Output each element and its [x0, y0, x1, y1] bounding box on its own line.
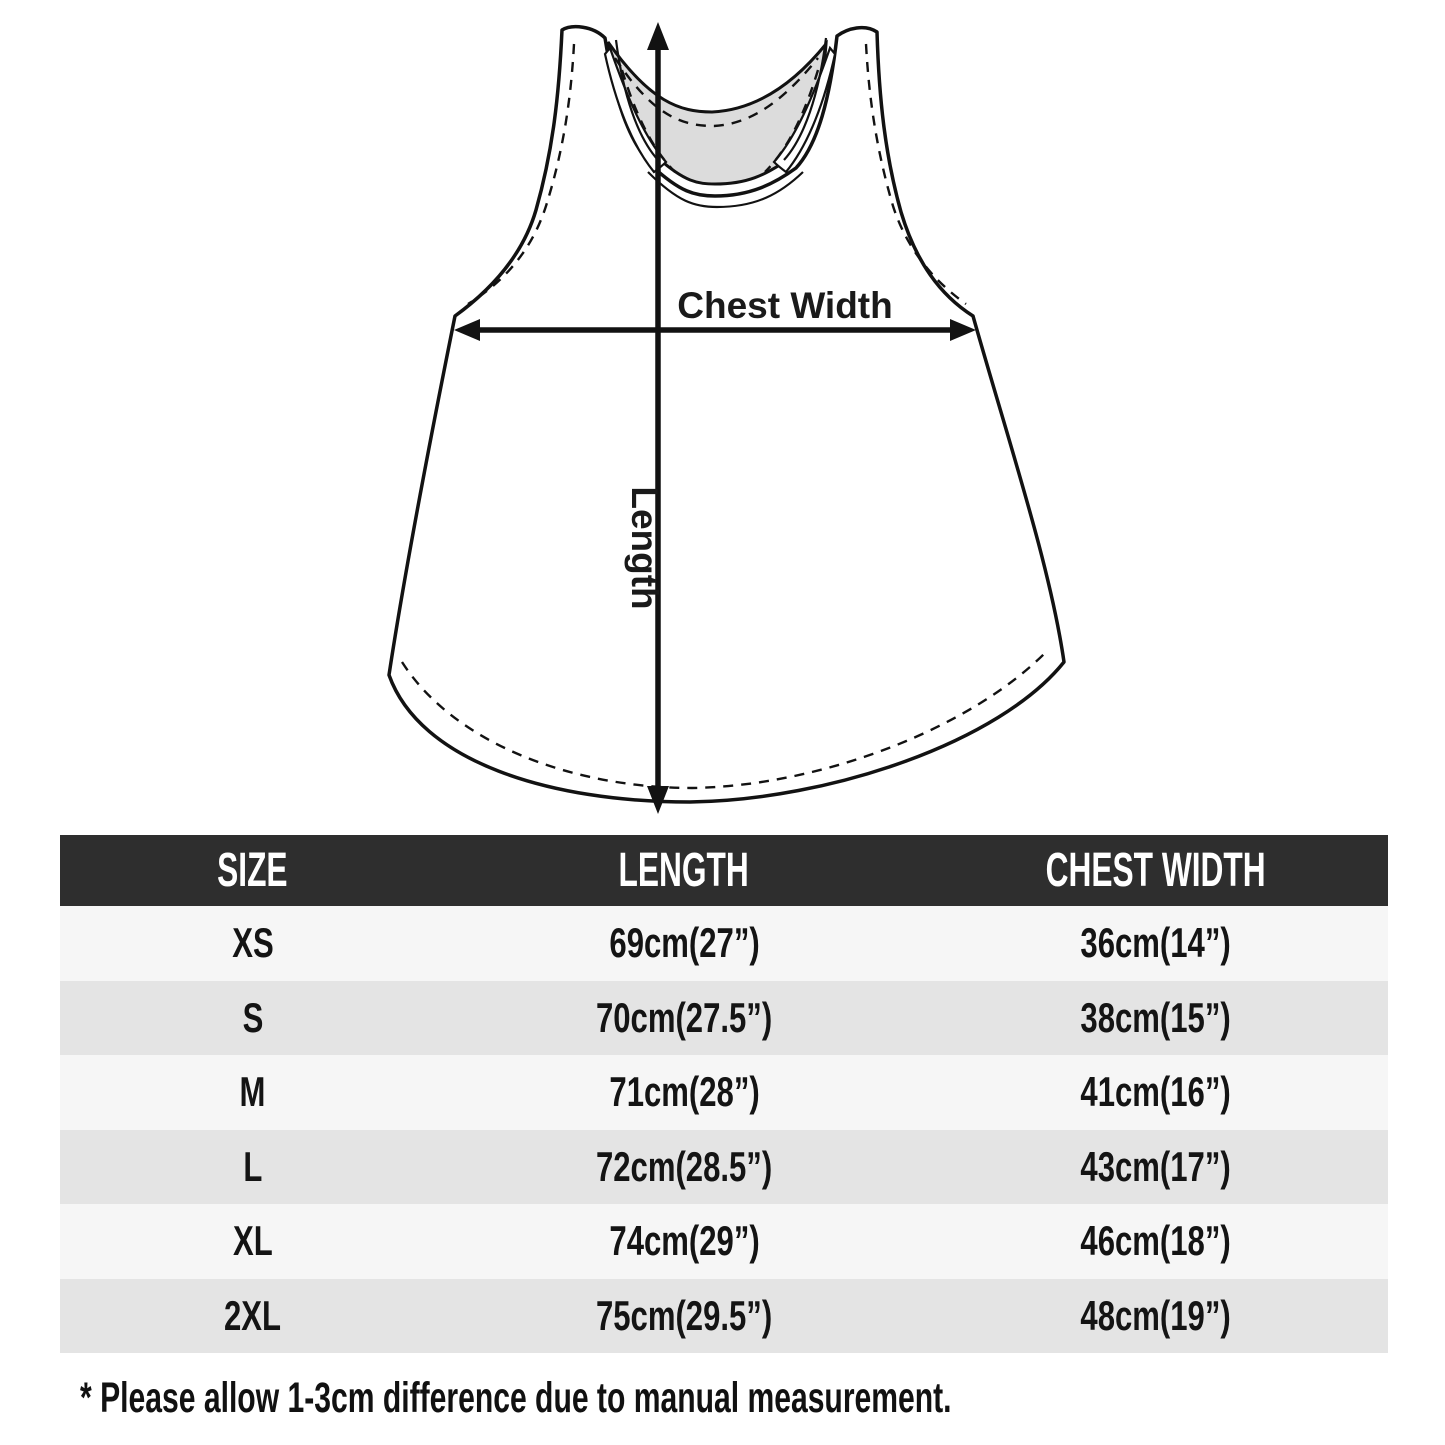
cell-size: [60, 981, 445, 1056]
cell-size: [60, 1130, 445, 1205]
chest-value: 36cm(14”): [1080, 919, 1231, 967]
chest-value: 38cm(15”): [1080, 993, 1231, 1041]
length-value: 75cm(29.5”): [596, 1291, 773, 1339]
cell-size: [60, 906, 445, 981]
header-length-label: LENGTH: [619, 844, 750, 897]
measurement-note-text: * Please allow 1-3cm difference due to manual measurement.: [80, 1373, 952, 1422]
cell-length: [445, 1204, 923, 1279]
cell-chest: [923, 981, 1388, 1056]
length-value: 71cm(28”): [608, 1068, 760, 1116]
length-value: 74cm(29”): [608, 1217, 760, 1265]
chest-value: 43cm(17”): [1080, 1142, 1231, 1190]
size-value: XS: [231, 919, 274, 967]
size-table-header: [60, 835, 1388, 906]
length-value: 69cm(27”): [608, 919, 760, 967]
size-value: M: [239, 1068, 266, 1116]
size-value: L: [243, 1142, 263, 1190]
cell-size: [60, 1204, 445, 1279]
cell-length: [445, 1279, 923, 1354]
size-table: [60, 835, 1388, 1353]
cell-length: [445, 1055, 923, 1130]
measurement-note: [80, 1374, 1325, 1422]
table-row-s: [60, 981, 1388, 1056]
table-row-2xl: [60, 1279, 1388, 1354]
cell-length: [445, 1130, 923, 1205]
length-value: 70cm(27.5”): [596, 993, 773, 1041]
chest-value: 48cm(19”): [1080, 1291, 1231, 1339]
table-row-xl: [60, 1204, 1388, 1279]
table-row-l: [60, 1130, 1388, 1205]
size-value: XL: [232, 1217, 273, 1265]
chest-width-label: Chest Width: [677, 285, 893, 326]
length-label: Length: [624, 486, 665, 610]
cell-size: [60, 1279, 445, 1354]
chest-value: 41cm(16”): [1080, 1068, 1231, 1116]
cell-chest: [923, 1204, 1388, 1279]
tank-top-diagram: [360, 0, 1100, 825]
cell-chest: [923, 906, 1388, 981]
cell-size: [60, 1055, 445, 1130]
length-value: 72cm(28.5”): [596, 1142, 773, 1190]
table-row-xs: [60, 906, 1388, 981]
size-value: 2XL: [224, 1291, 282, 1339]
header-chest-width-label: CHEST WIDTH: [1045, 844, 1266, 897]
header-cell-length: [445, 835, 923, 906]
cell-chest: [923, 1055, 1388, 1130]
cell-chest: [923, 1130, 1388, 1205]
size-value: S: [242, 993, 263, 1041]
cell-length: [445, 981, 923, 1056]
table-row-m: [60, 1055, 1388, 1130]
chest-value: 46cm(18”): [1080, 1217, 1231, 1265]
header-cell-size: [60, 835, 445, 906]
header-size-label: SIZE: [217, 844, 288, 897]
tank-top-drawing: [360, 0, 1100, 825]
cell-length: [445, 906, 923, 981]
cell-chest: [923, 1279, 1388, 1354]
header-cell-chest-width: [923, 835, 1388, 906]
